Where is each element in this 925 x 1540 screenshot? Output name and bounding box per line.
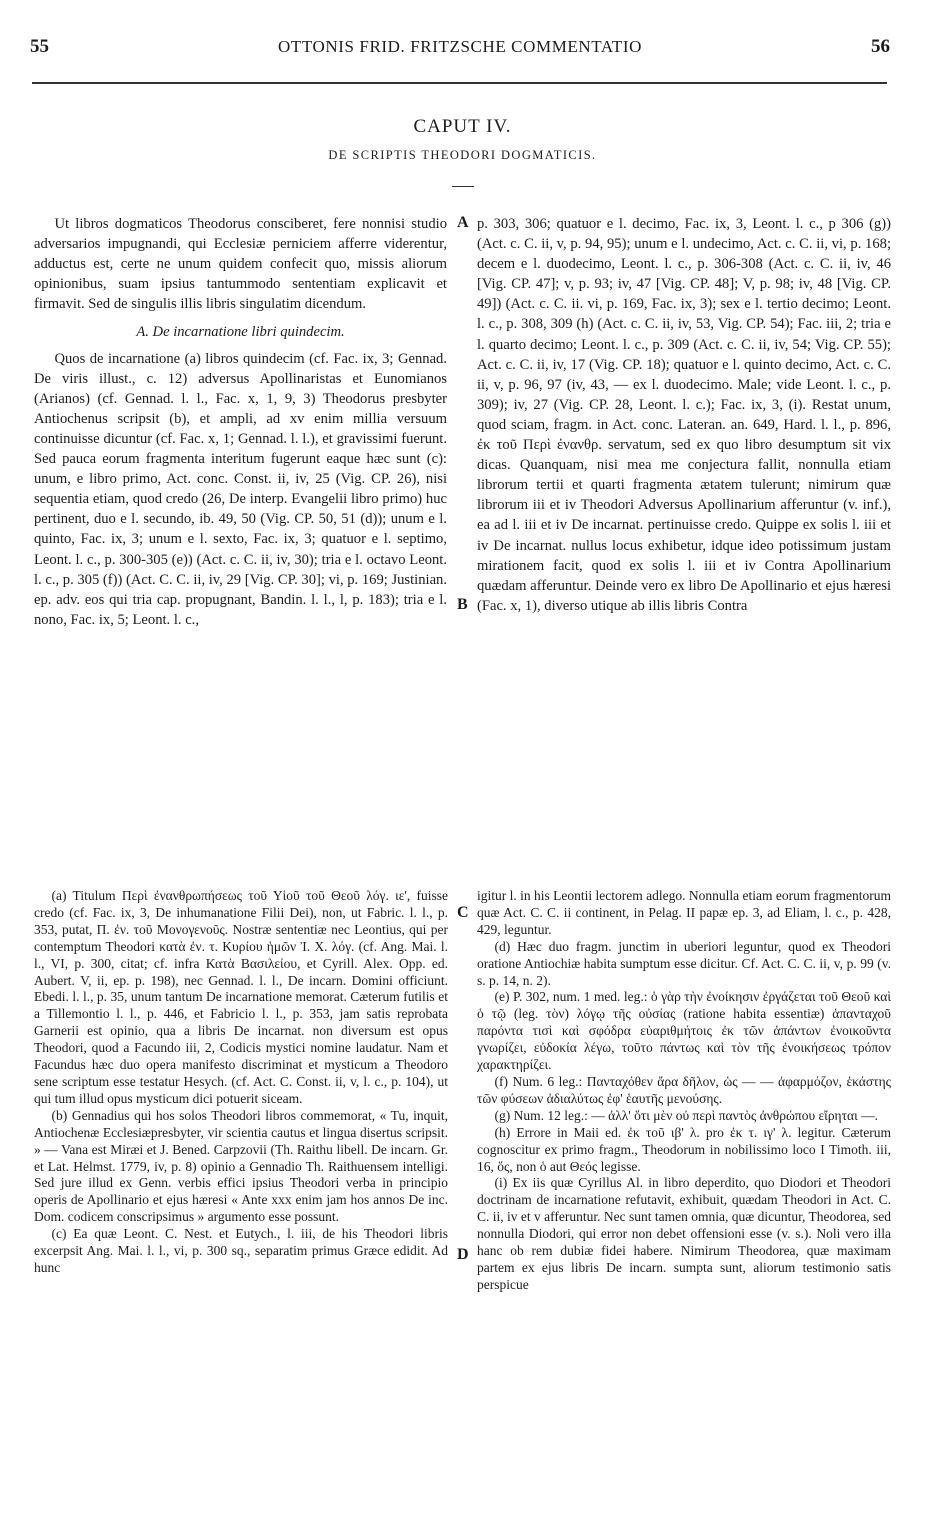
footnote-h: (h) Errore in Maii ed. ἐκ τοῦ ιβ' λ. pro ἐκ τ. ιγ' λ. legitur. Cæterum cognoscitur ex primo fragm., Theodorum in nobilissimo loco I Timoth. iii, 16, ὅς, non ὁ aut Θεός legisse. <box>477 1124 891 1174</box>
header-rule <box>32 82 887 84</box>
main-column-left <box>34 214 447 630</box>
footnote-a: (a) Titulum Περὶ ἐνανθρωπήσεως τοῦ Υἱοῦ τοῦ Θεοῦ λόγ. ιε', fuisse credo (cf. Fac. ix, 3, De inhumanatione Filii Dei), non, ut Fabric. l. l., p. 353, putat, Π. ἐν. τοῦ Μονογενοῦς. Nostræ sententiæ nec Leontius, qui per contemptum Theodori κατὰ ἐν. τ. Κυρίου ἡμῶν Ἰ. Χ. λόγ. (cf. Ang. Mai. l. l., VI, p. 300, citat; cf. infra Κατὰ Βασιλείου, et Cyrill. Alex. Opp. ed. Aubert. V, ii, ep. p. 198), nec Gennad. l. l., De incarn. Domini officiunt. Ebedi. l. l., p. 35, unum tantum De incarnatione memorat. Cæterum futilis et a Tillemontio l. l., p. 446, et Fabricio l. l., p. 353, jam satis reprobata Garnerii est opinio, qua a libris De incarnat. non diversum est opus Theodori, quod a Facundo iii, 2, Codicis mystici nomine laudatur. Nam et Facundus hæc duo opera manifesto discriminat et mysticum a Theodoro sene scriptum esse testatur Hesych. (cf. Act. C. Const. ii, v, l. c., p. 104), ut qui tum illud opus mysticum dici potuerit siceam. <box>34 888 448 1106</box>
title-dash <box>452 186 474 187</box>
chapter-title: CAPUT IV. <box>413 116 512 137</box>
chapter-subtitle: DE SCRIPTIS THEODORI DOGMATICIS. <box>328 148 597 162</box>
page-number-right: 56 <box>871 36 890 57</box>
margin-letter-c: C <box>457 904 469 921</box>
footnote-b: (b) Gennadius qui hos solos Theodori libros commemorat, « Tu, inquit, Antiochenæ Ecclesiæpresbyter, vir scientia cautus et lingua disertus scripsit. » — Vana est Miræi et J. Bened. Carpzovii (Th. Raithu libell. De incarn. Gr. et Lat. Helmst. 1779, iv, p. 8) opinio a Gennadio Th. Raithuensem intelligi. Sed jure illud ex Genn. verbis effici ipsius Theodori verba in principio operis de Apollinario et ejus hæresi « Ante xxx enim jam hos annos De inc. Dom. codicem conscripsimus » argumento esse possunt. <box>34 1107 448 1225</box>
margin-letter-b: B <box>457 596 468 613</box>
footnotes-right <box>477 888 891 1294</box>
footnote-c-continued: igitur l. in his Leontii lectorem adlego. Nonnulla etiam eorum fragmentorum quæ Act. C. C. ii continent, in Pelag. II papæ ep. 3, ad Eliam, l. c., p. 428, 429, leguntur. <box>477 888 891 937</box>
margin-letter-d: D <box>457 1246 469 1263</box>
footnote-d: (d) Hæc duo fragm. junctim in uberiori leguntur, quod ex Theodori oratione Antiochiæ habita sumptum esse dicitur. Cf. Act. C. C. ii, v, p. 99 (v. s. p. 14, n. 2). <box>477 938 891 988</box>
page-number-left: 55 <box>30 36 49 57</box>
running-title: OTTONIS FRID. FRITZSCHE COMMENTATIO <box>277 37 643 56</box>
footnote-g: (g) Num. 12 leg.: — ἀλλ' ὅτι μὲν οὐ περὶ παντὸς ἀνθρώπου εἴρηται —. <box>494 1107 878 1123</box>
main-column-right <box>477 214 891 616</box>
intro-paragraph: Ut libros dogmaticos Theodorus consciberet, fere nonnisi studio adversarios impugnandi, qui Ecclesiæ perniciem afferre viderentur, adductus est, certe ne unum quidem confecit quo, missis aliorum opinionibus, suam ipsius tantummodo sententiam explicavit et firmavit. Sed de singulis illis libris singulatim dicendum. <box>34 216 447 313</box>
footnotes-left <box>34 888 448 1277</box>
section-title: A. De incarnatione libri quindecim. <box>136 324 345 341</box>
body-paragraph-left: Quos de incarnatione (a) libros quindecim (cf. Fac. ix, 3; Gennad. De viris illust., c. 12) adversus Apollinaristas et Eunomianos (Arianos) (cf. Gennad. l. l., Fac. x, 1, 9, 3) Theodorus presbyter Antiochenus scripsit (b), et ampli, ad xv enim millia versuum continuisse dicuntur (cf. Fac. x, 1; Gennad. l. l.), et gravissimi fuerunt. Sed pauca eorum fragmenta interitum fugerunt eaque hæc sunt (c): unum, e libro primo, Act. conc. Const. ii, iv, 25 (Vig. CP. 26), nisi sequentia etiam, quod credo (26, De interp. Evangelii libro primo) huc pertinent, duo e l. secundo, ib. 49, 50 (Vig. CP. 50, 51 (d)); unum e l. quinto, Fac. ix, 3; unum e l. sexto, Fac. ix, 3; quatuor e l. septimo, Leont. l. c., p. 300-305 (e)) (Act. c. C. ii, iv, 30); tria e l. octavo Leont. l. c., p. 305 (f)) (Act. C. C. ii, iv, 29 [Vig. CP. 30]; vi, p. 169; Justinian. ep. adv. eos qui tria cap. propugnant, Bandin. l. l., l, p. 183); tria e l. nono, Fac. ix, 5; Leont. l. c., <box>34 350 447 628</box>
footnote-i: (i) Ex iis quæ Cyrillus Al. in libro deperdito, quo Diodori et Theodori doctrinam de incarnatione refutavit, exhibuit, quædam Theodori in Act. C. C. ii, iv et v afferuntur. Nec sunt tamen omnia, quæ dicuntur, Theodorea, sed nonnulla Diodori, qui error non debet offensioni esse (v. s.). Noli vero illa hanc ob rem dubiæ fidei habere. Nimirum Theodorea, quæ maximam partem ex ejus libris De incarn. sumpta sunt, aliorum testimonio satis perspicue <box>477 1175 891 1292</box>
body-paragraph-right: p. 303, 306; quatuor e l. decimo, Fac. ix, 3, Leont. l. c., p 306 (g)) (Act. c. C. ii, v, p. 94, 95); unum e l. undecimo, Act. c. C. ii, vi, p. 168; decem e l. duodecimo, Leont. l. c., p. 306-308 (Act. c. C. ii, iv, 46 [Vig. CP. 47]; v, p. 93; iv, 47 [Vig. CP. 48]; V, p. 98; iv, 48 [Vig. CP. 49]) (Act. c. C. ii. vi, p. 169, Fac. ix, 3); sex e l. tertio decimo; Leont. l. c., p. 308, 309 (h) (Act. c. C. ii, iv, 53, Vig. CP. 54); Fac. iii, 2; tria e l. quarto decimo; Leont. l. c., p. 309 (Act. c. C. ii, iv, 54; Vig. CP. 55); Act. c. C. ii, iv, 17 (Vig. CP. 18); quatuor e l. quinto decimo, Act. c. C. ii, v, p. 96, 97 (iv, 43, — ex l. duodecimo. Male; vide Leont. l. c., p. 309); iv, 27 (Vig. CP. 28, Leont. l. c.); Fac. ix, 3, (i). Restat unum, quod sciam, fragm. in Act. conc. Lateran. an. 649, Hard. l. l., p. 896, ἐκ τοῦ Περὶ ἐνανθρ. servatum, sed ex quo libro desumptum sit vix dicas. Quanquam, nisi mea me conjectura fallit, nonnulla etiam librorum tertii et quarti fragmenta ætatem tulerunt; nimirum quæ librorum iii et iv Theodori Adversus Apollinarium afferuntur (v. inf.), ea ad l. iii et iv De incarnat. pertinuisse credo. Quippe ex solis l. iii et iv De incarnat. nullus locus exhibetur, idque ideo potissimum justam mirationem facit, quod ex solis l. iii et iv Contra Apollinarium quædam afferuntur. Deinde vero ex libro De Apollinario et ejus hæresi (Fac. x, 1), diverso utique ab illis libris Contra <box>477 216 891 614</box>
footnote-f: (f) Num. 6 leg.: Πανταχόθεν ἄρα δῆλον, ὡς — — ἀφαρμόζον, ἑκάστης τῶν φύσεων ἀδιαλύτως ἐφ' ἑαυτῆς μενούσης. <box>477 1073 891 1106</box>
running-head <box>30 36 890 58</box>
margin-letter-a: A <box>457 214 469 231</box>
footnote-c: (c) Ea quæ Leont. C. Nest. et Eutych., l. iii, de his Theodori libris excerpsit Ang. Mai. l. l., vi, p. 300 sq., separatim primus Græce edidit. Ad hunc <box>34 1226 448 1275</box>
footnote-e: (e) P. 302, num. 1 med. leg.: ὁ γὰρ τὴν ἐνοίκησιν ἐργάζεται τοῦ Θεοῦ καὶ ὁ τῷ (leg. τὸν) λόγῳ τῆς οὐσίας (ratione habita essentiæ) ἁπανταχοῦ παρόντα τισὶ καὶ σφόδρα εὐαριθμήτοις ἐκ τῶν ἁπάντων ἐνοικοῦντα γνωρίζει, εὐδοκία λέγω, τοῦτο πάντως καὶ τὸν τῆς ἐνοικήσεως τρόπον χαρακτηρίζει. <box>477 989 891 1073</box>
